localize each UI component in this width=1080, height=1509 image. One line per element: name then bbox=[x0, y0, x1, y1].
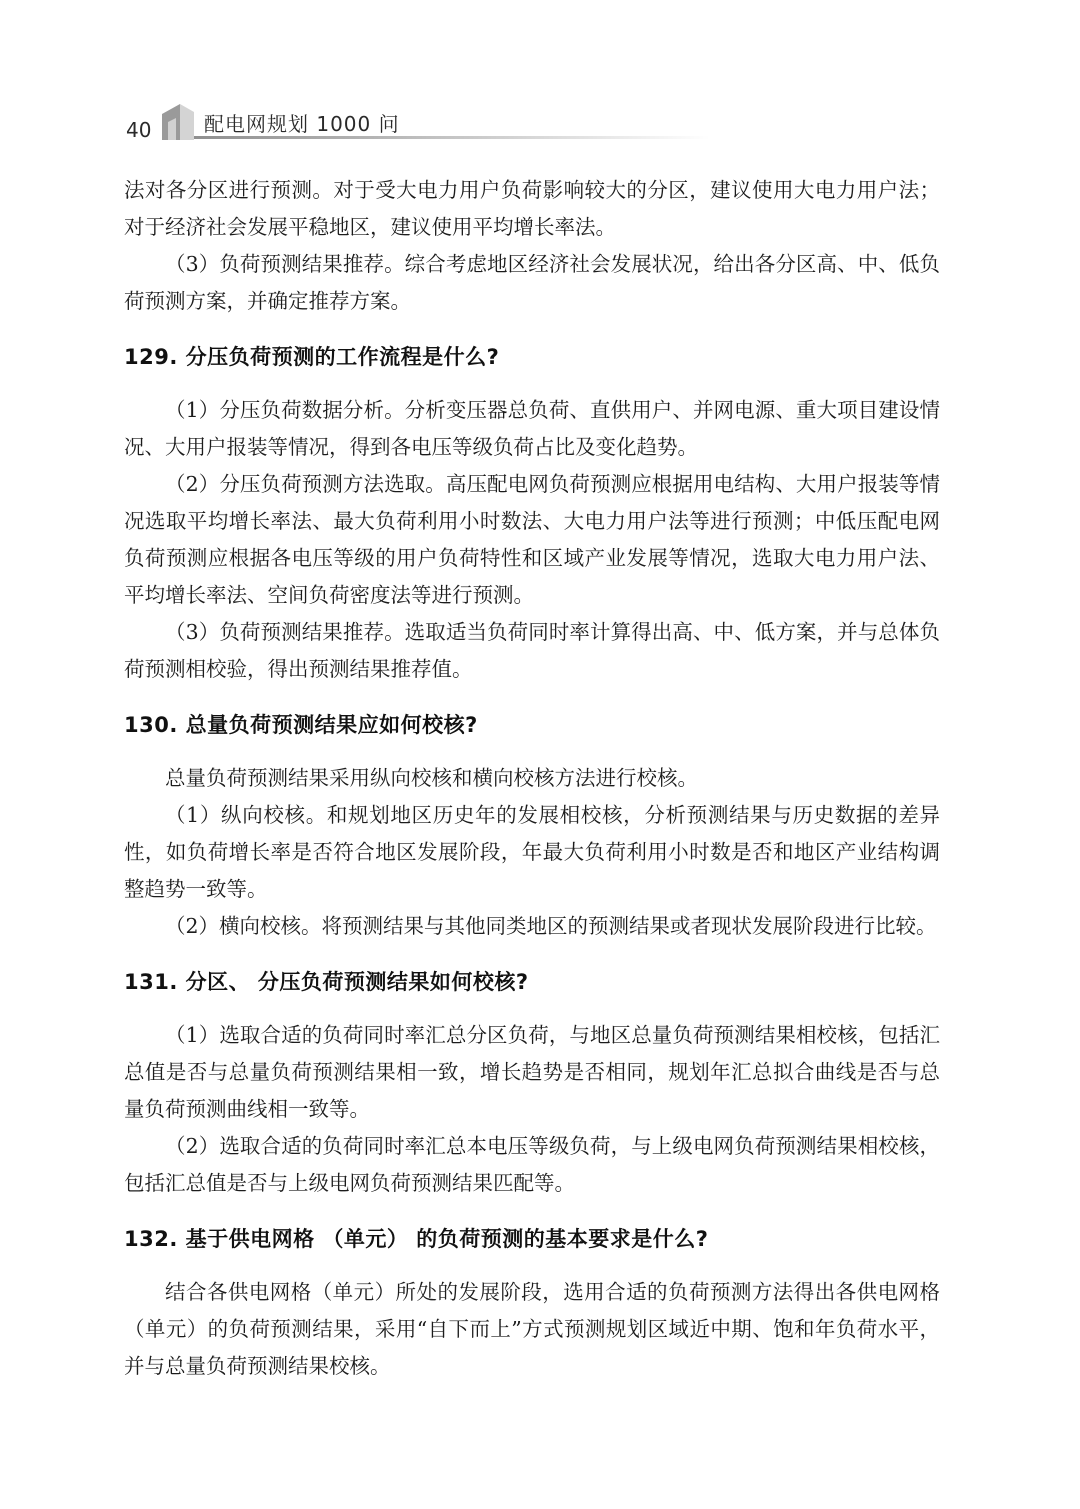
paragraph: （2）选取合适的负荷同时率汇总本电压等级负荷，与上级电网负荷预测结果相校核，包括汇总值是否与上级电网负荷预测结果匹配等。 bbox=[124, 1134, 940, 1195]
paragraph: （3）负荷预测结果推荐。选取适当负荷同时率计算得出高、中、低方案，并与总体负荷预测相校验，得出预测结果推荐值。 bbox=[124, 620, 940, 681]
page-content bbox=[124, 172, 940, 1385]
question-heading: 130. 总量负荷预测结果应如何校核? bbox=[124, 713, 478, 737]
section-q132 bbox=[124, 1224, 940, 1385]
paragraph: （1）纵向校核。和规划地区历史年的发展相校核，分析预测结果与历史数据的差异性，如负荷增长率是否符合地区发展阶段，年最大负荷利用小时数是否和地区产业结构调整趋势一致等。 bbox=[124, 803, 940, 901]
paragraph: （3）负荷预测结果推荐。综合考虑地区经济社会发展状况，给出各分区高、中、低负荷预测方案，并确定推荐方案。 bbox=[124, 252, 940, 313]
page-header bbox=[118, 96, 1018, 146]
paragraph: 总量负荷预测结果采用纵向校核和横向校核方法进行校核。 bbox=[165, 766, 698, 790]
paragraph: 法对各分区进行预测。对于受大电力用户负荷影响较大的分区，建议使用大电力用户法；对于经济社会发展平稳地区，建议使用平均增长率法。 bbox=[124, 178, 940, 239]
question-heading: 131. 分区、 分压负荷预测结果如何校核? bbox=[124, 970, 529, 994]
section-q131 bbox=[124, 967, 940, 1202]
question-heading: 132. 基于供电网格 （单元） 的负荷预测的基本要求是什么? bbox=[124, 1227, 709, 1251]
book-title: 配电网规划 1000 问 bbox=[204, 112, 400, 136]
book-logo-icon bbox=[158, 100, 198, 142]
paragraph: （1）选取合适的负荷同时率汇总分区负荷，与地区总量负荷预测结果相校核，包括汇总值是否与总量负荷预测结果相一致，增长趋势是否相同，规划年汇总拟合曲线是否与总量负荷预测曲线相一致等。 bbox=[124, 1023, 940, 1121]
section-q129 bbox=[124, 342, 940, 688]
section-continuation bbox=[124, 172, 940, 320]
paragraph: （2）横向校核。将预测结果与其他同类地区的预测结果或者现状发展阶段进行比较。 bbox=[165, 914, 937, 938]
paragraph: （2）分压负荷预测方法选取。高压配电网负荷预测应根据用电结构、大用户报装等情况选取平均增长率法、最大负荷利用小时数法、大电力用户法等进行预测；中低压配电网负荷预测应根据各电压等级的用户负荷特性和区域产业发展等情况，选取大电力用户法、平均增长率法、空间负荷密度法等进行预测。 bbox=[124, 472, 940, 607]
paragraph: （1）分压负荷数据分析。分析变压器总负荷、直供用户、并网电源、重大项目建设情况、大用户报装等情况，得到各电压等级负荷占比及变化趋势。 bbox=[124, 398, 940, 459]
paragraph: 结合各供电网格（单元）所处的发展阶段，选用合适的负荷预测方法得出各供电网格（单元）的负荷预测结果，采用“自下而上”方式预测规划区域近中期、饱和年负荷水平，并与总量负荷预测结果校核。 bbox=[124, 1280, 940, 1378]
page-number: 40 bbox=[126, 118, 152, 142]
section-q130 bbox=[124, 710, 940, 945]
question-heading: 129. 分压负荷预测的工作流程是什么? bbox=[124, 345, 500, 369]
